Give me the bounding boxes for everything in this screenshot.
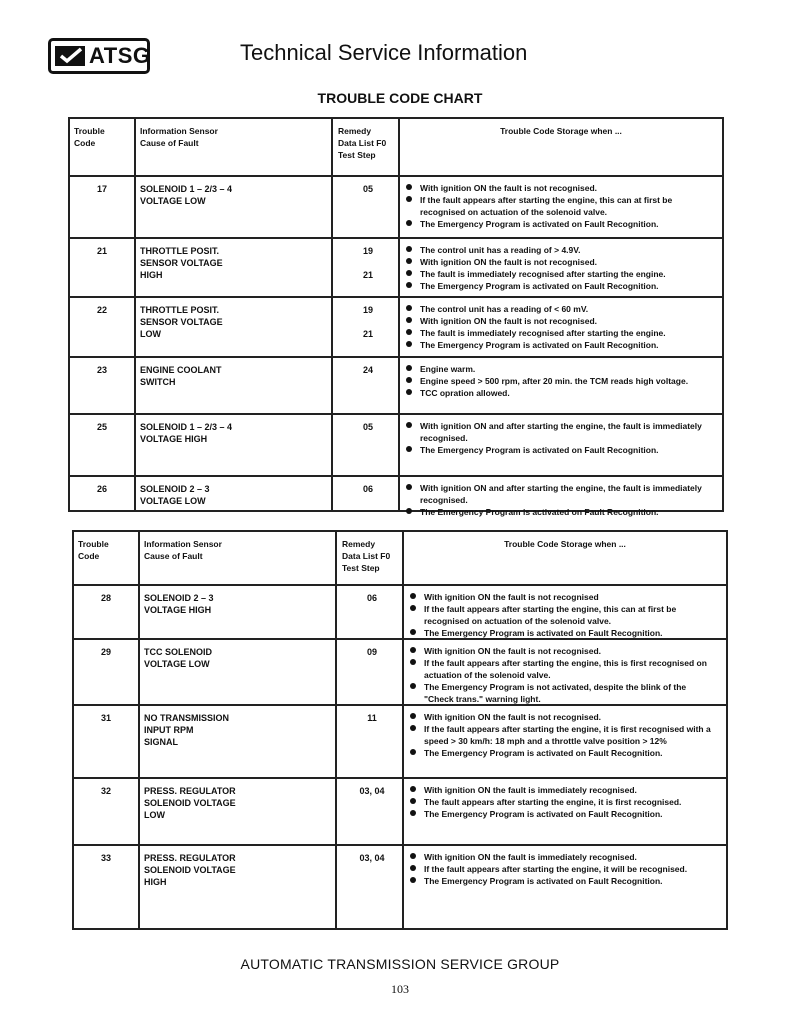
condition-text: The Emergency Program is activated on Fault Recognition.	[424, 876, 663, 886]
bullet-icon	[406, 282, 412, 288]
condition-item	[410, 851, 718, 863]
trouble-code: 28	[100, 593, 111, 603]
bullet-icon	[410, 605, 416, 611]
trouble-code: 21	[96, 246, 107, 256]
trouble-code: 29	[100, 647, 111, 657]
bullet-icon	[406, 341, 412, 347]
remedy-value: 09	[366, 647, 377, 657]
storage-conditions	[406, 182, 714, 230]
bullet-icon	[406, 377, 412, 383]
remedy-value: 11	[367, 713, 377, 723]
trouble-code: 17	[96, 184, 107, 194]
bullet-icon	[406, 246, 412, 252]
storage-conditions	[406, 363, 714, 399]
trouble-code: 33	[100, 853, 111, 863]
table-row	[70, 237, 722, 298]
condition-item	[410, 723, 718, 747]
table-row	[74, 586, 726, 638]
condition-text: The control unit has a reading of > 4.9V.	[420, 245, 581, 255]
condition-text: Engine warm.	[420, 364, 476, 374]
bullet-icon	[410, 786, 416, 792]
trouble-code: 22	[96, 305, 107, 315]
condition-text: The Emergency Program is activated on Fault Recognition.	[420, 445, 659, 455]
condition-text: With ignition ON the fault is not recognised.	[420, 257, 598, 267]
table-row	[74, 844, 726, 907]
condition-item	[406, 375, 714, 387]
storage-conditions	[406, 244, 714, 292]
trouble-code-table-2	[72, 530, 728, 930]
atsg-logo	[48, 38, 150, 74]
bullet-icon	[406, 258, 412, 264]
remedy-test-step	[342, 421, 394, 433]
bullet-icon	[406, 389, 412, 395]
remedy-value: 19	[362, 246, 373, 256]
condition-item	[406, 303, 714, 315]
remedy-test-step	[342, 483, 394, 495]
remedy-test-step	[342, 245, 394, 281]
condition-text: TCC opration allowed.	[420, 388, 510, 398]
storage-conditions	[410, 645, 718, 705]
table-row	[70, 475, 722, 516]
remedy-value: 05	[362, 184, 373, 194]
condition-text: The Emergency Program is activated on Fault Recognition.	[420, 219, 659, 229]
remedy-value: 21	[362, 329, 373, 339]
header-remedy: Remedy Data List F0 Test Step	[338, 126, 387, 160]
remedy-test-step	[346, 785, 398, 797]
remedy-value: 21	[362, 270, 373, 280]
fault-description: SOLENOID 1 – 2/3 – 4 VOLTAGE HIGH	[140, 422, 233, 444]
fault-description: SOLENOID 2 – 3 VOLTAGE LOW	[140, 484, 210, 506]
condition-item	[406, 218, 714, 230]
condition-item	[406, 194, 714, 218]
fault-description: SOLENOID 1 – 2/3 – 4 VOLTAGE LOW	[140, 184, 233, 206]
bullet-icon	[406, 484, 412, 490]
condition-text: With ignition ON the fault is not recognised.	[420, 183, 598, 193]
bullet-icon	[410, 629, 416, 635]
bullet-icon	[406, 446, 412, 452]
remedy-test-step	[346, 592, 398, 604]
fault-description: PRESS. REGULATOR SOLENOID VOLTAGE LOW	[144, 786, 236, 820]
trouble-code: 23	[96, 365, 107, 375]
condition-item	[406, 244, 714, 256]
condition-item	[410, 808, 718, 820]
fault-description: TCC SOLENOID VOLTAGE LOW	[144, 647, 213, 669]
condition-text: With ignition ON the fault is immediately recognised.	[424, 785, 637, 795]
remedy-test-step	[342, 183, 394, 195]
table-header	[74, 532, 726, 586]
table-row	[70, 177, 722, 237]
document-title: Technical Service Information	[240, 40, 528, 65]
condition-item	[406, 327, 714, 339]
condition-item	[406, 268, 714, 280]
condition-text: The Emergency Program is activated on Fault Recognition.	[424, 809, 663, 819]
page-number: 103	[391, 982, 409, 996]
table-header	[70, 119, 722, 177]
remedy-value: 05	[362, 422, 373, 432]
remedy-test-step	[346, 712, 398, 724]
bullet-icon	[406, 270, 412, 276]
condition-text: With ignition ON the fault is not recognised.	[424, 712, 602, 722]
condition-text: The fault appears after starting the engine, it is first recognised.	[424, 797, 682, 807]
condition-item	[410, 657, 718, 681]
fault-description: PRESS. REGULATOR SOLENOID VOLTAGE HIGH	[144, 853, 236, 887]
table-row	[70, 356, 722, 415]
bullet-icon	[406, 329, 412, 335]
trouble-code-table-1	[68, 117, 724, 517]
storage-conditions	[410, 784, 718, 820]
condition-item	[410, 784, 718, 796]
bullet-icon	[410, 725, 416, 731]
storage-conditions	[406, 420, 714, 456]
condition-item	[410, 681, 718, 705]
storage-conditions	[406, 482, 714, 518]
remedy-test-step	[342, 304, 394, 340]
condition-item	[410, 747, 718, 759]
condition-text: The Emergency Program is activated on Fault Recognition.	[424, 628, 663, 638]
storage-conditions	[406, 303, 714, 351]
condition-item	[406, 339, 714, 351]
condition-item	[410, 645, 718, 657]
bullet-icon	[406, 422, 412, 428]
bullet-icon	[406, 184, 412, 190]
condition-item	[410, 875, 718, 887]
remedy-value: 03, 04	[359, 786, 385, 796]
condition-text: With ignition ON the fault is immediately recognised.	[424, 852, 637, 862]
remedy-value: 06	[366, 593, 377, 603]
table-row	[70, 296, 722, 358]
condition-text: With ignition ON and after starting the engine, the fault is immediately recognised.	[420, 421, 702, 443]
condition-text: The fault is immediately recognised after starting the engine.	[420, 328, 666, 338]
chart-title: TROUBLE CODE CHART	[317, 90, 483, 106]
condition-item	[406, 444, 714, 456]
condition-text: If the fault appears after starting the engine, it will be recognised.	[424, 864, 688, 874]
condition-text: The Emergency Program is activated on Fault Recognition.	[420, 281, 659, 291]
storage-conditions	[410, 711, 718, 759]
bullet-icon	[410, 593, 416, 599]
condition-text: If the fault appears after starting the engine, it is first recognised with a speed > 30 km/h: 18 mph and a throttle valve position > 12%	[424, 724, 711, 746]
trouble-code: 31	[100, 713, 111, 723]
header-storage: Trouble Code Storage when ...	[504, 539, 626, 549]
header-trouble-code: Trouble Code	[74, 126, 105, 148]
remedy-value: 24	[362, 365, 373, 375]
bullet-icon	[410, 865, 416, 871]
fault-description: SOLENOID 2 – 3 VOLTAGE HIGH	[144, 593, 214, 615]
condition-item	[410, 796, 718, 808]
bullet-icon	[410, 798, 416, 804]
fault-description: NO TRANSMISSION INPUT RPM SIGNAL	[144, 713, 230, 747]
condition-item	[410, 711, 718, 723]
condition-text: The Emergency Program is activated on Fault Recognition.	[420, 507, 659, 517]
fault-description: THROTTLE POSIT. SENSOR VOLTAGE LOW	[140, 305, 223, 339]
header-remedy: Remedy Data List F0 Test Step	[342, 539, 391, 573]
condition-item	[410, 603, 718, 627]
storage-conditions	[410, 591, 718, 639]
condition-item	[406, 506, 714, 518]
trouble-code: 25	[96, 422, 107, 432]
header-information-sensor: Information Sensor Cause of Fault	[140, 126, 218, 148]
condition-text: If the fault appears after starting the engine, this can at first be recognised on actuation of the solenoid valve.	[420, 195, 673, 217]
condition-item	[406, 315, 714, 327]
condition-item	[406, 363, 714, 375]
bullet-icon	[406, 220, 412, 226]
bullet-icon	[406, 196, 412, 202]
remedy-value: 03, 04	[359, 853, 385, 863]
condition-text: The fault is immediately recognised after starting the engine.	[420, 269, 666, 279]
condition-text: The control unit has a reading of < 60 mV.	[420, 304, 589, 314]
header-information-sensor: Information Sensor Cause of Fault	[144, 539, 222, 561]
remedy-value: 19	[362, 305, 373, 315]
bullet-icon	[406, 508, 412, 514]
table-row	[74, 704, 726, 779]
trouble-code: 26	[96, 484, 107, 494]
bullet-icon	[410, 683, 416, 689]
checkmark-icon	[54, 44, 88, 68]
condition-text: The Emergency Program is not activated, despite the blink of the "Check trans." warning light.	[424, 682, 687, 704]
condition-text: The Emergency Program is activated on Fault Recognition.	[420, 340, 659, 350]
bullet-icon	[410, 647, 416, 653]
logo-text: ATSG	[89, 43, 151, 68]
bullet-icon	[410, 810, 416, 816]
bullet-icon	[410, 749, 416, 755]
bullet-icon	[410, 877, 416, 883]
condition-text: With ignition ON the fault is not recognised	[424, 592, 599, 602]
condition-text: If the fault appears after starting the engine, this is first recognised on actuation of the solenoid valve.	[424, 658, 707, 680]
condition-text: With ignition ON the fault is not recognised.	[420, 316, 598, 326]
header-storage: Trouble Code Storage when ...	[500, 126, 622, 136]
fault-description: THROTTLE POSIT. SENSOR VOLTAGE HIGH	[140, 246, 223, 280]
condition-item	[406, 420, 714, 444]
condition-item	[410, 591, 718, 603]
condition-text: Engine speed > 500 rpm, after 20 min. the TCM reads high voltage.	[420, 376, 689, 386]
bullet-icon	[410, 853, 416, 859]
footer-org: AUTOMATIC TRANSMISSION SERVICE GROUP	[240, 956, 560, 972]
remedy-test-step	[342, 364, 394, 376]
fault-description: ENGINE COOLANT SWITCH	[140, 365, 222, 387]
condition-item	[406, 182, 714, 194]
trouble-code: 32	[100, 786, 111, 796]
condition-item	[406, 256, 714, 268]
bullet-icon	[410, 713, 416, 719]
condition-item	[406, 387, 714, 399]
remedy-test-step	[346, 646, 398, 658]
table-row	[74, 777, 726, 846]
remedy-test-step	[346, 852, 398, 864]
storage-conditions	[410, 851, 718, 887]
condition-text: If the fault appears after starting the engine, this can at first be recognised on actuation of the solenoid valve.	[424, 604, 677, 626]
bullet-icon	[406, 305, 412, 311]
condition-text: The Emergency Program is activated on Fault Recognition.	[424, 748, 663, 758]
bullet-icon	[406, 365, 412, 371]
header-trouble-code: Trouble Code	[78, 539, 109, 561]
condition-item	[406, 482, 714, 506]
bullet-icon	[410, 659, 416, 665]
bullet-icon	[406, 317, 412, 323]
table-row	[74, 638, 726, 706]
condition-item	[410, 863, 718, 875]
condition-text: With ignition ON the fault is not recognised.	[424, 646, 602, 656]
remedy-value: 06	[362, 484, 373, 494]
table-row	[70, 413, 722, 477]
condition-item	[406, 280, 714, 292]
condition-text: With ignition ON and after starting the engine, the fault is immediately recognised.	[420, 483, 702, 505]
